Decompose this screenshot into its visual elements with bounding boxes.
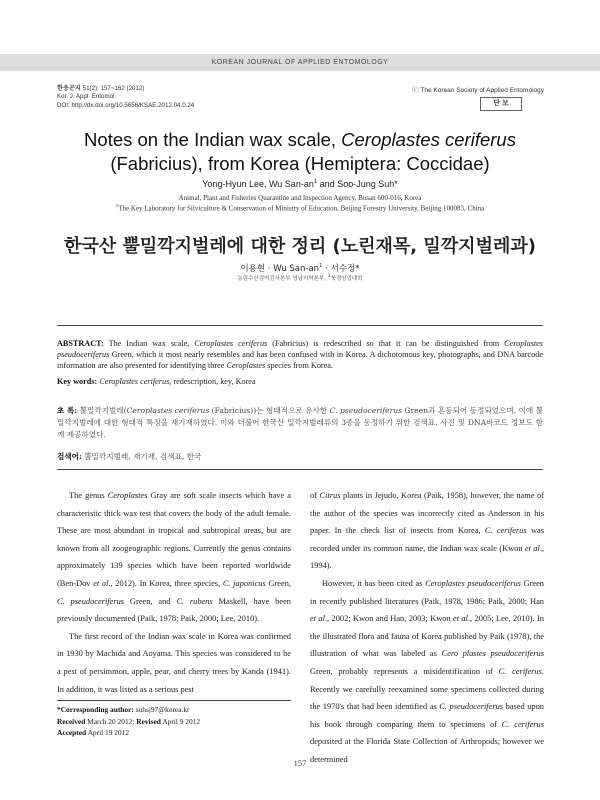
species-name: C. ceriferus xyxy=(498,666,542,676)
doi-link[interactable]: DOI: http://dx.doi.org/10.5656/KSAE.2012.04.0.24 xyxy=(57,101,195,109)
affiliation-korean xyxy=(40,274,560,282)
author-names: 이용현 · Wu San-an xyxy=(240,264,320,274)
affiliation-marker: 1 xyxy=(319,263,323,270)
title-line-1 xyxy=(40,129,560,151)
species-name: C. ceriferus xyxy=(501,719,544,729)
body-column-left xyxy=(57,487,291,698)
date: April 19 2012 xyxy=(86,728,130,737)
body-column-right xyxy=(310,487,544,769)
species-name: C. pseudoceriferus xyxy=(329,406,403,415)
divider xyxy=(57,469,543,470)
species-name: Citrus xyxy=(319,491,341,500)
date: March 20 2012; xyxy=(85,716,137,726)
citation-block xyxy=(57,85,194,110)
abstract-text: Green, which it most nearly resembles and has been confused with in Korea. A dichotomous key, photographs, and DNA barcode information are also presented for identifying three xyxy=(57,350,543,371)
text: ., 2005; Lee, 2010). In the illustrated flora and fauna of Korea published by Paik (1978), the illustration of what was labeled as xyxy=(310,614,544,659)
species-name: Ceroplastes xyxy=(226,361,266,371)
keywords-label: 검색어: xyxy=(57,452,82,461)
authors-korean xyxy=(40,262,560,274)
copyright-notice: ⓒ The Korean Society of Applied Entomology xyxy=(412,87,544,94)
text: based upon his book through comparing them to specimens of xyxy=(310,702,544,729)
text: was recorded under its common name, the Indian wax scale (Kwon xyxy=(310,526,545,553)
footnote xyxy=(57,700,291,739)
divider xyxy=(57,325,543,326)
text: ., 2012). In Korea, three species, xyxy=(108,578,223,588)
abstract-text: 뿔밀깍지벌레( xyxy=(77,406,127,415)
citation-etal: et al xyxy=(310,614,325,624)
text: Gray are soft scale insects which have a characteristic thick wax test that covers the body of the adult female. These are most abundant in tropical and subtropical areas, but are known from all zoogeographic regions. Currently the genus contains approximately 139 species which have been reported worldwide (Ben-Dov xyxy=(57,491,291,588)
footnote-label: Received xyxy=(57,716,86,726)
title-species: Ceroplastes ceriferus xyxy=(341,129,516,150)
affiliation-marker: 1 xyxy=(115,204,119,209)
text: However, it has been cited as xyxy=(322,578,426,588)
text: Maskell, have been previously documented (Paik, 1978; Paik, 2000; Lee, 2010). xyxy=(57,596,291,624)
text: Green, xyxy=(265,578,291,588)
citation-line xyxy=(57,85,194,93)
text: plants in Jejudo, Korea (Paik, 1958), however, the name of the author of the species was incorrectly cited as Anderson in his paper. In the check list of insects from Korea, xyxy=(310,491,545,536)
keywords-text: 뿔밀깍지벌레, 재기재, 검색표, 한국 xyxy=(81,452,202,461)
abstract-text: (Fabricius))는 형태적으로 유사한 xyxy=(209,406,330,415)
text: ., 1994). xyxy=(310,543,545,571)
species-name: Cero plastes pseudoceriferus xyxy=(441,649,544,659)
text: Green, probably represents a misidentification of xyxy=(310,666,499,676)
author-names: and Soo-Jung Suh* xyxy=(317,179,398,189)
journal-abbrev: Kor. J. Appl. Entomol. xyxy=(57,93,117,101)
keyword: Ceroplastes ceriferus xyxy=(97,377,170,386)
date: April 9 2012 xyxy=(160,716,201,726)
footnote-label: *Corresponding author: xyxy=(57,705,134,714)
species-name: Ceroplastes pseudoceriferus xyxy=(425,578,521,588)
title-korean: 한국산 뿔밀깍지벌레에 대한 정리 (노린재목, 밀깍지벌레과) xyxy=(64,236,536,257)
text: ., 2002; Kwon and Han, 2003; Kwon xyxy=(324,614,454,624)
keywords-korean xyxy=(57,451,543,462)
affiliation-text: 북경임업대학 xyxy=(330,276,363,282)
corresponding-author xyxy=(57,704,291,716)
citation-etal: et al xyxy=(524,543,540,553)
author-email[interactable]: suhsj97@korea.kr xyxy=(133,705,190,714)
text: deposited at the Florida State Collection of Arthropods; however we determined xyxy=(310,737,544,764)
paragraph xyxy=(57,487,291,628)
author-names: · 서수정* xyxy=(322,264,360,274)
affiliation-1: Animal, Plant and Fisheries Quarantine and Inspection Agency, Busan 600-016, Korea xyxy=(178,194,422,202)
species-name: C. japonicus xyxy=(222,578,266,588)
text: of xyxy=(310,491,320,500)
species-name: C. ceriferus xyxy=(484,526,527,536)
keywords-label: Key words: xyxy=(57,377,98,386)
abstract-label: 초 록: xyxy=(57,406,78,415)
paragraph: The first record of the Indian wax scale in Korea was confirmed in 1930 by Machida and Aoyama. This species was considered to be a pest of persimmon, apple, pear, and cherry trees by Kanda (1941). In addition, it was listed as a serious pest xyxy=(57,631,291,694)
affiliation-text: The Key Laboratory for Silviculture & Conservation of Ministry of Education, Beijing Forestry University, Beijing 100083, China xyxy=(118,204,485,213)
abstract-label: ABSTRACT: xyxy=(57,339,104,348)
authors-english xyxy=(40,179,560,189)
species-name: Ceroplastes ceriferus xyxy=(194,339,268,348)
abstract-text: species from Korea. xyxy=(265,361,333,371)
species-name: C. pseudoceriferus xyxy=(439,702,504,712)
abstract-text: Green과 혼동되어 동정되었으며, 이에 뿔밀깍지벌레에 대한 형태적 특징을 재기재하였다. 이와 더불어 한국산 밀깍지벌레류의 3종을 동정하기 위한 검색표, 사진 및 DNA바코드 정보도 함께 제공하였다. xyxy=(57,406,543,439)
title-line-2: (Fabricius), from Korea (Hemiptera: Coccidae) xyxy=(110,153,490,174)
affiliation-text: 농림수산검역검사본부 영남지역본부, xyxy=(237,276,328,282)
affiliation-2 xyxy=(40,204,560,212)
title-text: Notes on the Indian wax scale, xyxy=(84,129,342,150)
footnote-label: Accepted xyxy=(57,728,87,737)
affiliation-marker: 1 xyxy=(313,179,318,185)
journal-korean-name: 한응곤지 xyxy=(57,85,81,92)
page-number: 157 xyxy=(293,758,307,768)
affiliation-marker: 1 xyxy=(327,274,331,280)
species-name: Ceroplastes ceriferus xyxy=(126,406,210,415)
volume-pages: 51(2): 157~162 (2012) xyxy=(82,85,145,92)
paragraph xyxy=(310,487,544,575)
paragraph xyxy=(310,575,544,769)
text: Green, and xyxy=(124,596,177,606)
abstract-korean xyxy=(57,405,543,441)
abstract-text: The Indian wax scale, xyxy=(103,339,195,348)
keywords-english xyxy=(57,377,543,386)
species-name: C. rubens xyxy=(176,596,213,606)
journal-banner: KOREAN JOURNAL OF APPLIED ENTOMOLOGY xyxy=(0,54,600,71)
author-names: Yong-Hyun Lee, Wu San-an xyxy=(202,179,314,189)
footnote-label: Revised xyxy=(136,716,161,726)
accepted-date xyxy=(57,727,291,739)
species-name: Ceroplastes xyxy=(107,491,148,500)
abstract-text: (Fabricius) is redescribed so that it can be distinguished from xyxy=(267,339,505,348)
citation-etal: et al xyxy=(453,614,468,624)
citation-etal: et al xyxy=(93,578,109,588)
received-revised-dates xyxy=(57,716,291,728)
species-name: C. pseudoceriferus xyxy=(57,596,125,606)
species-name: Ceroplastes pseudoceriferus xyxy=(57,339,543,360)
text: Green in recently published literatures (Paik, 1978, 1986; Paik, 2000; Han xyxy=(310,578,544,606)
text: . Recently we carefully reexamined some specimens collected during the 1970's that had been identified as xyxy=(310,666,544,712)
abstract-english xyxy=(57,338,543,372)
keywords-text: , redescription, key, Korea xyxy=(169,377,256,386)
text: The genus xyxy=(69,491,108,500)
article-type-badge: 단 보 xyxy=(480,97,522,111)
